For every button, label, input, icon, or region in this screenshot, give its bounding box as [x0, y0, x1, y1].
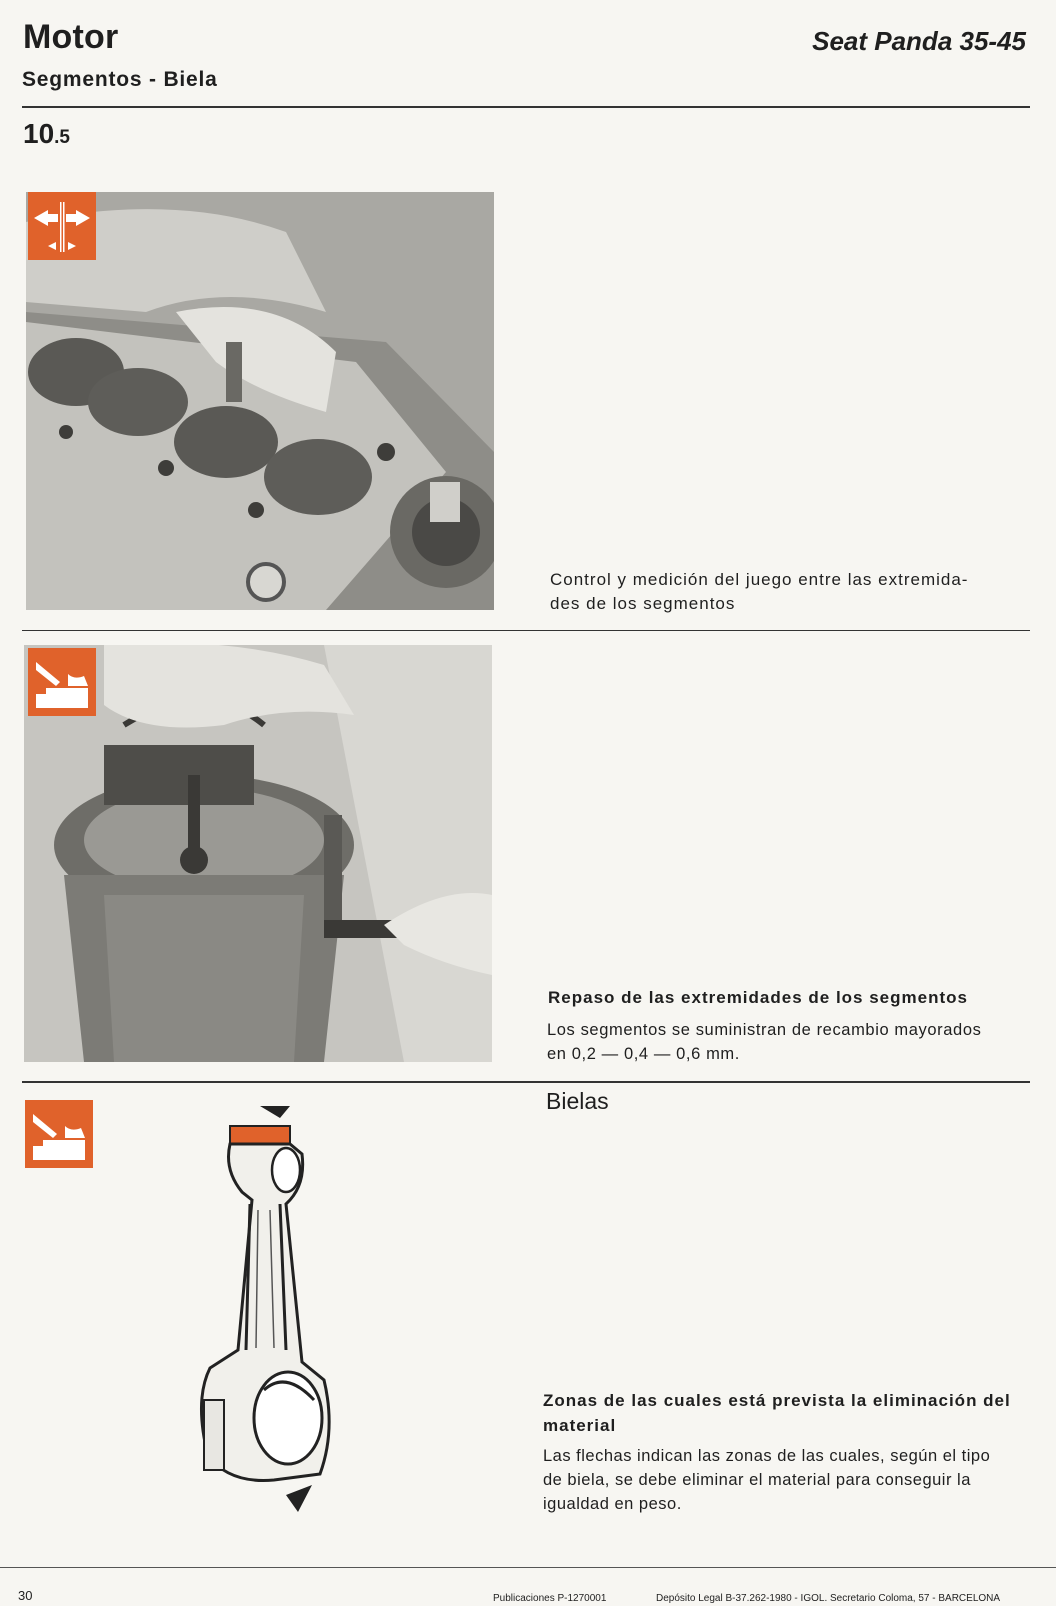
vehicle-model: Seat Panda 35-45 — [812, 26, 1026, 56]
caption-3-title — [543, 1388, 1033, 1438]
arrow-bottom-icon — [286, 1485, 312, 1512]
engine-block-photo — [26, 192, 494, 610]
legal-deposit: Depósito Legal B-37.262-1980 - IGOL. Secretario Coloma, 57 - BARCELONA — [656, 1593, 1001, 1604]
section-number: 10.5 — [23, 118, 71, 149]
footer-rule — [0, 1567, 1056, 1568]
caption-3-line: de biela, se debe eliminar el material para conseguir la — [543, 1471, 971, 1489]
caption-1-line: Control y medición del juego entre las extremida- — [550, 570, 969, 589]
section-rule — [22, 630, 1030, 631]
caption-3-line: Las flechas indican las zonas de las cuales, según el tipo — [543, 1447, 991, 1465]
ring-file-badge-2 — [25, 1100, 93, 1168]
ring-file-icon — [25, 1100, 93, 1168]
connecting-rod-drawing — [190, 1100, 340, 1520]
section-subnumber: .5 — [54, 127, 71, 148]
page-number: 30 — [18, 1588, 33, 1603]
ring-file-icon — [28, 648, 96, 716]
caption-2-body — [547, 1018, 1037, 1066]
section-heading-bielas: Bielas — [546, 1088, 609, 1114]
ring-file-badge — [28, 648, 96, 716]
caption-3-line: igualdad en peso. — [543, 1495, 682, 1513]
header-rule — [22, 106, 1030, 108]
caption-1-line: des de los segmentos — [550, 594, 736, 613]
chapter-title: Motor — [23, 18, 119, 56]
caption-3-body — [543, 1444, 1033, 1516]
caption-3-title-line: material — [543, 1416, 617, 1435]
arrow-top-icon — [260, 1106, 290, 1118]
caption-1 — [550, 568, 1030, 616]
chapter-subtitle: Segmentos - Biela — [22, 68, 218, 91]
section-rule-heavy — [22, 1081, 1030, 1083]
caption-2-title: Repaso de las extremidades de los segmentos — [548, 988, 968, 1007]
caption-2-line: en 0,2 — 0,4 — 0,6 mm. — [547, 1045, 740, 1063]
measure-badge — [28, 192, 96, 260]
measure-arrows-icon — [28, 192, 96, 260]
caption-2-line: Los segmentos se suministran de recambio mayorados — [547, 1021, 982, 1039]
publication-code: Publicaciones P-1270001 — [493, 1593, 607, 1604]
caption-3-title-line: Zonas de las cuales está prevista la eliminación del — [543, 1391, 1011, 1410]
